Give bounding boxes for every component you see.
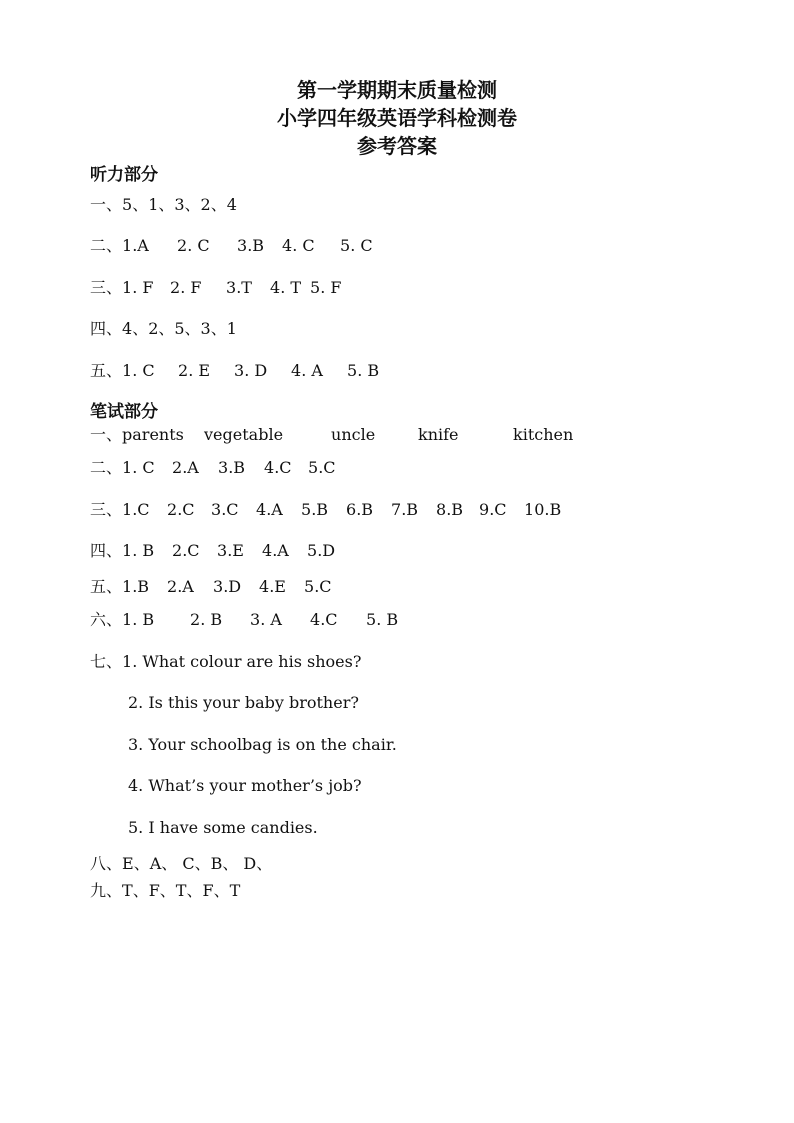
answer: vegetable [204,425,284,444]
question-number: 九、 [90,881,123,900]
answer: 2.A [172,458,199,477]
listening-row-4 [90,319,237,339]
answer: 3.C [211,500,239,519]
answer: 3. D [234,361,268,380]
answer-sentence: 3. Your schoolbag is on the chair. [128,735,397,754]
listening-row-1 [90,195,237,215]
answer: 1.C [122,500,150,519]
answer: 3.B [237,236,265,255]
answer: 2.C [167,500,195,519]
answer: 2. B [190,610,223,629]
answer: 2.A [167,577,194,596]
title-line-1: 第一学期期末质量检测 [297,78,497,102]
answer: 4.A [256,500,283,519]
question-number: 四、 [90,319,123,338]
answer: 5.D [307,541,336,560]
written-row-1 [90,425,573,445]
question-number: 三、 [90,500,123,519]
listening-row-3 [90,278,341,298]
question-number: 一、 [90,195,123,214]
answer: 5、1、3、2、4 [122,195,237,214]
written-row-3 [90,500,561,520]
answer: 3.E [217,541,244,560]
written-row-8 [90,854,272,874]
listening-row-5 [90,361,379,381]
question-number: 三、 [90,278,123,297]
question-number: 二、 [90,458,123,477]
answer: 7.B [391,500,419,519]
answer: 3.T [226,278,252,297]
answer: 9.C [479,500,507,519]
question-number: 五、 [90,361,123,380]
title-line-3: 参考答案 [357,134,437,158]
answer: 5. B [347,361,380,380]
answer: 1. C [122,361,155,380]
listening-heading: 听力部分 [90,165,158,185]
written-heading: 笔试部分 [90,402,158,422]
answer-sentence: 5. I have some candies. [128,818,318,837]
answer: knife [418,425,459,444]
answer: 10.B [524,500,562,519]
listening-row-2 [90,236,373,256]
answer: 3.B [218,458,246,477]
answer: E、A、 C、B、 D、 [122,854,273,873]
answer: 4.C [310,610,338,629]
written-row-6 [90,610,398,630]
answer: 4、2、5、3、1 [122,319,237,338]
answer: 3. A [250,610,282,629]
question-number: 五、 [90,577,123,596]
answer: uncle [331,425,376,444]
answer: 3.D [213,577,242,596]
answer: 5.C [308,458,336,477]
answer: 4.E [259,577,286,596]
question-number: 四、 [90,541,123,560]
answer: T、F、T、F、T [122,881,241,900]
answer: 2.C [172,541,200,560]
answer: 2. F [170,278,202,297]
answer: 5. B [366,610,399,629]
answer: 5.C [304,577,332,596]
answer: 4. T [270,278,302,297]
answer: 8.B [436,500,464,519]
answer: 1. F [122,278,154,297]
answer: 1. C [122,458,155,477]
question-number: 八、 [90,854,123,873]
answer: parents [122,425,184,444]
answer: 4. A [291,361,323,380]
answer: 5. C [340,236,373,255]
written-row-4 [90,541,335,561]
answer: 5.B [301,500,329,519]
answer: 1.B [122,577,150,596]
answer: 5. F [310,278,342,297]
answer-sentence: 4. What’s your mother’s job? [128,776,362,795]
question-number: 二、 [90,236,123,255]
answer: 4.A [262,541,289,560]
answer: 1. B [122,541,155,560]
question-number: 六、 [90,610,123,629]
written-row-9 [90,881,240,901]
answer: 4. C [282,236,315,255]
written-row-5 [90,577,332,597]
answer: kitchen [513,425,574,444]
question-number: 一、 [90,425,123,444]
answer-sentence: 2. Is this your baby brother? [128,693,359,712]
answer: 1.A [122,236,149,255]
answer: 6.B [346,500,374,519]
written-row-2 [90,458,336,478]
written-row-7 [90,652,361,672]
answer: 4.C [264,458,292,477]
document-title [0,76,794,160]
answer: 1. B [122,610,155,629]
title-line-2: 小学四年级英语学科检测卷 [277,106,517,130]
question-number: 七、 [90,652,123,671]
answer-sentence: 1. What colour are his shoes? [122,652,362,671]
answer: 2. C [177,236,210,255]
answer: 2. E [178,361,211,380]
